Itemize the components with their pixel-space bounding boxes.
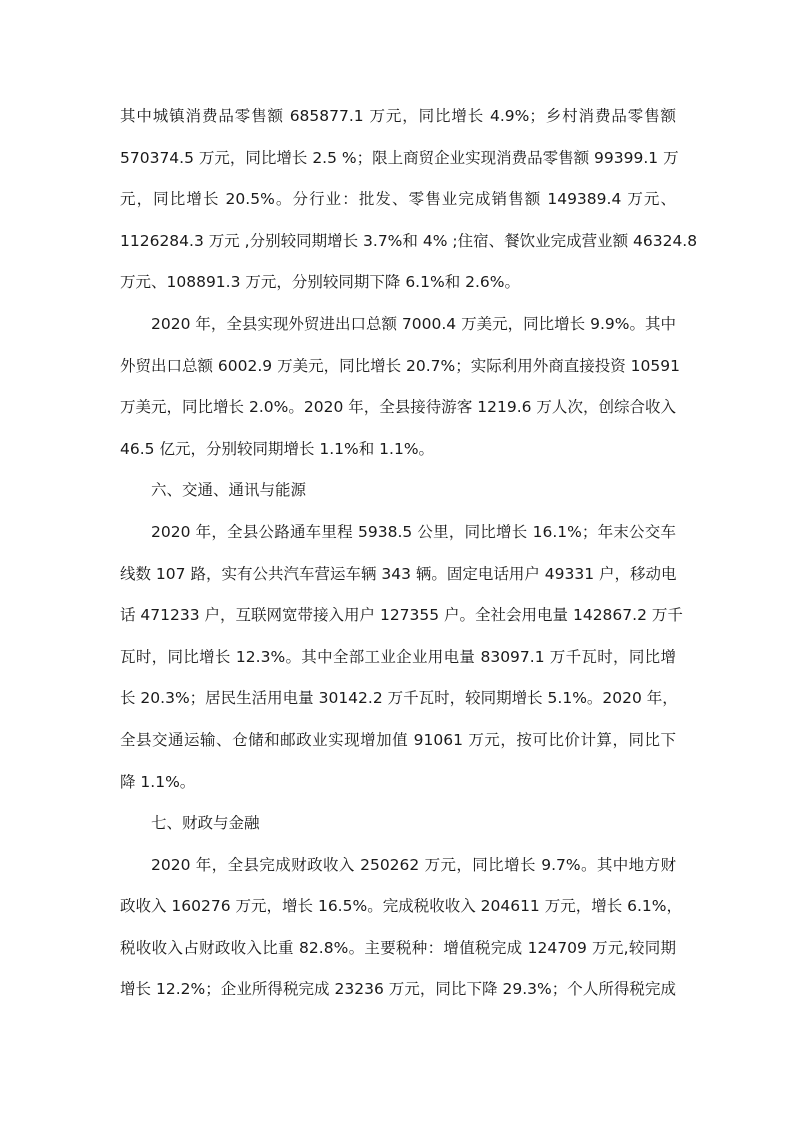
paragraph-retail: [120, 96, 698, 304]
text-line: 降 1.1%。: [120, 772, 196, 791]
text-line: 万美元，同比增长 2.0%。2020 年，全县接待游客 1219.6 万人次，创综合收入: [120, 398, 676, 417]
document-body: [120, 96, 698, 1011]
text-line: 增长 12.2%；企业所得税完成 23236 万元，同比下降 29.3%；个人所得税完成: [120, 980, 676, 999]
text-line: 万元、108891.3 万元，分别较同期下降 6.1%和 2.6%。: [120, 273, 520, 292]
text-line: 政收入 160276 万元，增长 16.5%。完成税收收入 204611 万元，增长 6.1%，: [120, 897, 683, 916]
text-line: 2020 年，全县完成财政收入 250262 万元，同比增长 9.7%。其中地方财: [151, 855, 676, 874]
text-line: 税收收入占财政收入比重 82.8%。主要税种：增值税完成 124709 万元,较同期: [120, 938, 676, 957]
section-heading-transport: 六、交通、通讯与能源: [151, 481, 307, 500]
section-heading-finance: 七、财政与金融: [151, 814, 260, 833]
text-line: 其中城镇消费品零售额 685877.1 万元，同比增长 4.9%；乡村消费品零售额: [120, 107, 676, 125]
text-line: 2020 年，全县实现外贸进出口总额 7000.4 万美元，同比增长 9.9%。其中: [151, 314, 676, 333]
paragraph-foreign-trade: [120, 304, 680, 470]
text-line: 2020 年，全县公路通车里程 5938.5 公里，同比增长 16.1%；年末公交车: [151, 522, 676, 541]
text-line: 瓦时，同比增长 12.3%。其中全部工业企业用电量 83097.1 万千瓦时，同比增: [120, 647, 676, 666]
text-line: 话 471233 户，互联网宽带接入用户 127355 户。全社会用电量 142867.2 万千: [120, 606, 683, 625]
paragraph-fiscal: [120, 845, 683, 1011]
text-line: 1126284.3 万元 ,分别较同期增长 3.7%和 4% ;住宿、餐饮业完成营业额 46324.8: [120, 231, 698, 250]
text-line: 元，同比增长 20.5%。分行业：批发、零售业完成销售额 149389.4 万元、: [120, 190, 676, 209]
paragraph-transport: [120, 512, 683, 803]
text-line: 外贸出口总额 6002.9 万美元，同比增长 20.7%；实际利用外商直接投资 10591: [120, 356, 680, 375]
text-line: 全县交通运输、仓储和邮政业实现增加值 91061 万元，按可比价计算，同比下: [120, 730, 676, 749]
text-line: 线数 107 路，实有公共汽车营运车辆 343 辆。固定电话用户 49331 户，移动电: [120, 564, 677, 583]
text-line: 570374.5 万元，同比增长 2.5 %；限上商贸企业实现消费品零售额 99399.1 万: [120, 148, 679, 167]
text-line: 46.5 亿元，分别较同期增长 1.1%和 1.1%。: [120, 439, 435, 458]
text-line: 长 20.3%；居民生活用电量 30142.2 万千瓦时，较同期增长 5.1%。2020 年，: [120, 689, 678, 708]
